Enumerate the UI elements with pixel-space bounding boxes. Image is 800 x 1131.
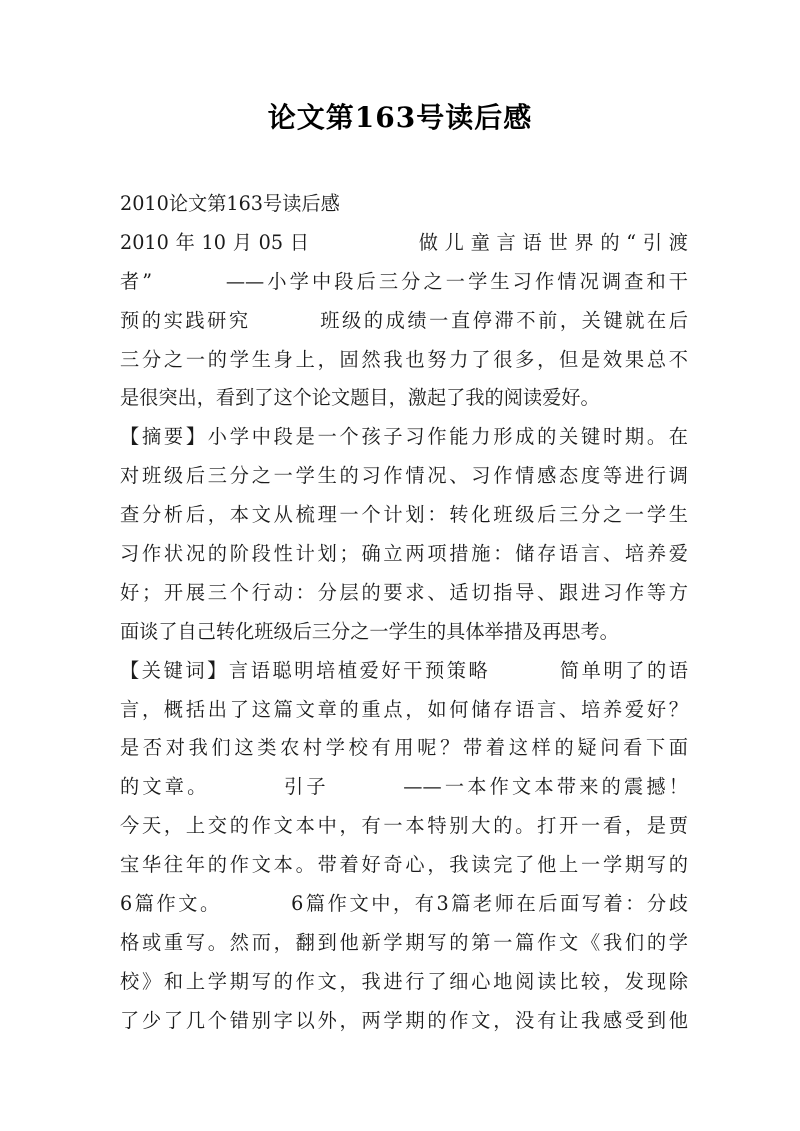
body-line: 宝华往年的作文本。带着好奇心，我读完了他上一学期写的: [120, 853, 688, 877]
body-line: 面谈了自己转化班级后三分之一学生的具体举措及再思考。: [120, 619, 619, 643]
body-line: 三分之一的学生身上，固然我也努力了很多，但是效果总不: [120, 347, 688, 371]
body-line: 习作状况的阶段性计划；确立两项措施：储存语言、培养爱: [120, 542, 688, 566]
body-line: 6篇作文。 6篇作文中，有3篇老师在后面写着：分歧: [120, 892, 688, 916]
body-line: 是否对我们这类农村学校有用呢？带着这样的疑问看下面: [120, 736, 688, 760]
body-line: 言，概括出了这篇文章的重点，如何储存语言、培养爱好？: [120, 697, 688, 721]
body-line: 格或重写。然而，翻到他新学期写的第一篇作文《我们的学: [120, 930, 688, 954]
body-line: 好；开展三个行动：分层的要求、适切指导、跟进习作等方: [120, 580, 688, 604]
body-line: 者” ——小学中段后三分之一学生习作情况调查和干: [120, 269, 688, 293]
body-line: 校》和上学期写的作文，我进行了细心地阅读比较，发现除: [120, 969, 688, 993]
body-line: 【关键词】言语聪明培植爱好干预策略 简单明了的语: [120, 658, 688, 682]
body-line: 是很突出，看到了这个论文题目，激起了我的阅读爱好。: [120, 386, 600, 410]
body-line: 了少了几个错别字以外，两学期的作文，没有让我感受到他: [120, 1008, 688, 1032]
body-line: 的文章。 引子 ——一本作文本带来的震撼！: [120, 775, 688, 799]
body-line: 预的实践研究 班级的成绩一直停滞不前，关键就在后: [120, 308, 688, 332]
body-line: 对班级后三分之一学生的习作情况、习作情感态度等进行调: [120, 464, 688, 488]
body-line: 2010论文第163号读后感: [120, 192, 340, 215]
body-line: 2010年10月05日 做儿童言语世界的“引渡: [120, 230, 688, 254]
body-line: 【摘要】小学中段是一个孩子习作能力形成的关键时期。在: [120, 425, 688, 449]
body-line: 今天，上交的作文本中，有一本特别大的。打开一看，是贾: [120, 814, 688, 838]
document-title: 论文第163号读后感: [267, 101, 533, 134]
document-body: [120, 185, 688, 1041]
body-line: 查分析后，本文从梳理一个计划：转化班级后三分之一学生: [120, 503, 688, 527]
